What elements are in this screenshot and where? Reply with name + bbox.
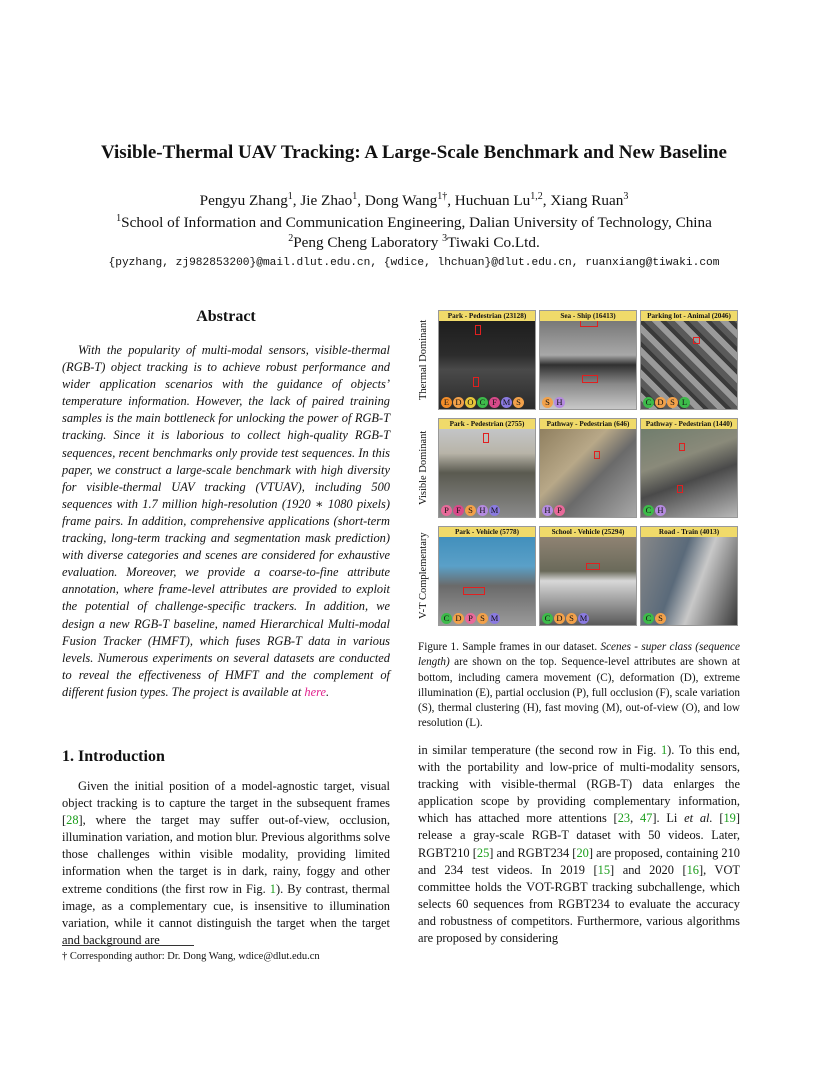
footnote-rule bbox=[62, 945, 194, 946]
attribute-badge: S bbox=[513, 397, 524, 408]
attribute-badge: L bbox=[679, 397, 690, 408]
frame-caption: Park - Vehicle (5778) bbox=[439, 527, 535, 537]
attribute-badge: C bbox=[542, 613, 553, 624]
author: Xiang Ruan bbox=[550, 192, 624, 209]
intro-paragraph-right: in similar temperature (the second row in Fig. 1). To this end, with the portability and low-price of multi-modality sensors, tracking with visible-thermal (RGB-T) data enlarges the application scope by providing complementary information, which has attached more attentions [23, 47]. Li et al. [19] release a gray-scale RGB-T dataset with 50 videos. Later, RGBT210 [25] and RGBT234 [20] are proposed, containing 210 and 234 test videos. In 2019 [15] and 2020 [16], VOT committee holds the VOT-RGBT tracking subchallenge, which selects 60 sequences from RGBT234 to evaluate the accuracy and robustness of competitors. Furthermore, various algorithms are proposed by considering bbox=[418, 743, 741, 946]
attribute-badge: S bbox=[655, 613, 666, 624]
attribute-badges bbox=[643, 505, 666, 516]
attribute-badges bbox=[542, 505, 565, 516]
attribute-badge: S bbox=[667, 397, 678, 408]
attribute-badge: D bbox=[554, 613, 565, 624]
frame-caption: Pathway - Pedestrian (646) bbox=[540, 419, 636, 429]
frame-caption: School - Vehicle (25294) bbox=[540, 527, 636, 537]
attribute-badge: C bbox=[643, 397, 654, 408]
abstract-heading: Abstract bbox=[196, 308, 256, 325]
attribute-badge: S bbox=[542, 397, 553, 408]
citation-link[interactable]: 25 bbox=[476, 845, 490, 860]
frame-image bbox=[438, 526, 536, 626]
attribute-badge: M bbox=[579, 613, 588, 623]
author: Dong Wang bbox=[364, 192, 438, 209]
attribute-badges bbox=[542, 613, 589, 624]
citation-link[interactable]: 23 bbox=[617, 811, 631, 826]
frame-image bbox=[640, 310, 738, 410]
frame-image bbox=[539, 526, 637, 626]
abstract-text: With the popularity of multi-modal sensors, visible-thermal (RGB-T) object tracking is to achieve robust performance and wider application scenarios with the guidance of objects’ temperature information. However, the lack of paired training samples is the main bottleneck for unlocking the power of RGB-T tracking. Since it is laborious to collect high-quality RGB-T sequences, recent benchmarks only provide test sequences. In this paper, we construct a large-scale benchmark with high diversity for visible-thermal UAV tracking (VTUAV), including 500 sequences with 1.7 million high-resolution (1920 ∗ 1080 pixels) frame pairs. In addition, comprehensive applications (short-term tracking, long-term tracking and segmentation mask prediction) with diverse categories and scenes are considered for exhaustive evaluation. Moreover, we provide a coarse-to-fine attribute annotation, where frame-level attributes are provided to exploit the potential of challenge-specific trackers. In addition, we design a new RGB-T baseline, named Hierarchical Multi-modal Fusion Tracker (HMFT), which fuses RGB-T data in various levels. Numerous experiments on several datasets are conducted to reveal the effectiveness of HMFT and the complement of different fusion types. The project is available at here. bbox=[62, 343, 390, 699]
citation-link[interactable]: 47 bbox=[639, 811, 653, 826]
figure-1 bbox=[418, 308, 740, 628]
frame-image bbox=[640, 418, 738, 518]
attribute-badge: O bbox=[465, 397, 476, 408]
citation-link[interactable]: 15 bbox=[597, 862, 611, 877]
frame-image bbox=[438, 418, 536, 518]
frame-image bbox=[539, 310, 637, 410]
author-emails: {pyzhang, zj982853200}@mail.dlut.edu.cn, {wdice, lhchuan}@dlut.edu.cn, ruanxiang@tiwaki.com bbox=[108, 257, 720, 269]
footnote: † Corresponding author: Dr. Dong Wang, wdice@dlut.edu.cn bbox=[62, 951, 320, 962]
attribute-badge: C bbox=[477, 397, 488, 408]
attribute-badge: S bbox=[566, 613, 577, 624]
attribute-badges bbox=[441, 397, 524, 408]
attribute-badge: H bbox=[477, 505, 488, 516]
intro-heading: 1. Introduction bbox=[62, 748, 165, 765]
citation-link[interactable]: 19 bbox=[723, 811, 736, 826]
attribute-badges bbox=[542, 397, 565, 408]
attribute-badges bbox=[441, 505, 500, 516]
project-link[interactable]: here bbox=[304, 684, 326, 699]
attribute-badge: E bbox=[441, 397, 452, 408]
attribute-badge: H bbox=[542, 505, 553, 516]
attribute-badge: F bbox=[453, 505, 464, 516]
author: Jie Zhao bbox=[300, 192, 353, 209]
frame-image bbox=[438, 310, 536, 410]
attribute-badge: S bbox=[477, 613, 488, 624]
attribute-badges bbox=[441, 613, 500, 624]
attribute-badge: S bbox=[465, 505, 476, 516]
attribute-badge: M bbox=[490, 505, 499, 515]
attribute-badge: F bbox=[489, 397, 500, 408]
attribute-badge: C bbox=[441, 613, 452, 624]
row-label: Thermal Dominant bbox=[418, 319, 429, 401]
figure-caption: Figure 1. Sample frames in our dataset. Scenes - super class (sequence length) are shown on the top. Sequence-level attributes are shown at bottom, including camera movement (C), deformation (D), extreme illumination (E), partial occlusion (P), full occlusion (F), scale variation (S), thermal clustering (H), fast moving (M), out-of-view (O), and low resolution (L). bbox=[418, 641, 740, 730]
author: Huchuan Lu bbox=[454, 192, 531, 209]
attribute-badge: D bbox=[655, 397, 666, 408]
figure-ref-link[interactable]: 1 bbox=[269, 881, 276, 896]
row-label: V-T Complementary bbox=[418, 532, 429, 620]
frame-caption: Road - Train (4013) bbox=[641, 527, 737, 537]
citation-link[interactable]: 16 bbox=[686, 862, 699, 877]
attribute-badge: H bbox=[655, 505, 666, 516]
attribute-badge: C bbox=[643, 505, 654, 516]
citation-link[interactable]: 20 bbox=[576, 845, 589, 860]
attribute-badge: H bbox=[554, 397, 565, 408]
frame-caption: Sea - Ship (16413) bbox=[540, 311, 636, 321]
attribute-badge: M bbox=[490, 613, 499, 623]
attribute-badge: P bbox=[441, 505, 452, 516]
citation-link[interactable]: 28 bbox=[66, 813, 79, 828]
frame-caption: Park - Pedestrian (2755) bbox=[439, 419, 535, 429]
frame-caption: Park - Pedestrian (23128) bbox=[439, 311, 535, 321]
frame-image bbox=[640, 526, 738, 626]
affiliation-2: $^2$Peng Cheng Laboratory $^3$Tiwaki Co.Ltd. bbox=[288, 232, 540, 251]
frame-caption: Parking lot - Animal (2046) bbox=[641, 311, 737, 321]
attribute-badges bbox=[643, 397, 690, 408]
figure-ref-link[interactable]: 1 bbox=[660, 743, 668, 757]
author-list: Pengyu Zhang$^1$, Jie Zhao$^1$, Dong Wang$^{1\dagger}$, Huchuan Lu$^{1,2}$, Xiang Ruan$^3$ bbox=[199, 190, 629, 209]
attribute-badge: P bbox=[554, 505, 565, 516]
attribute-badges bbox=[643, 613, 666, 624]
attribute-badge: C bbox=[643, 613, 654, 624]
affiliation-1: $^1$School of Information and Communication Engineering, Dalian University of Technology, China bbox=[116, 212, 712, 231]
frame-image bbox=[539, 418, 637, 518]
attribute-badge: M bbox=[502, 397, 511, 407]
row-label: Visible Dominant bbox=[418, 430, 429, 506]
paper-title: Visible-Thermal UAV Tracking: A Large-Scale Benchmark and New Baseline bbox=[101, 142, 727, 163]
attribute-badge: D bbox=[453, 397, 464, 408]
attribute-badge: P bbox=[465, 613, 476, 624]
intro-paragraph-left: Given the initial position of a model-agnostic target, visual object tracking is to capture the target in the subsequent frames [28], where the target may suffer out-of-view, occlusion, illumination variation, and motion blur. Previous algorithms solve those challenges within visible modality, providing limited information when the target is in dark, rainy, foggy and other extreme conditions (the first row in Fig. 1). By contrast, thermal image, as a complementary cue, is insensitive to illumination variation, while it cannot distinguish the target when the target and background are bbox=[62, 779, 390, 947]
attribute-badge: D bbox=[453, 613, 464, 624]
author: Pengyu Zhang bbox=[199, 192, 288, 209]
frame-caption: Pathway - Pedestrian (1440) bbox=[641, 419, 737, 429]
